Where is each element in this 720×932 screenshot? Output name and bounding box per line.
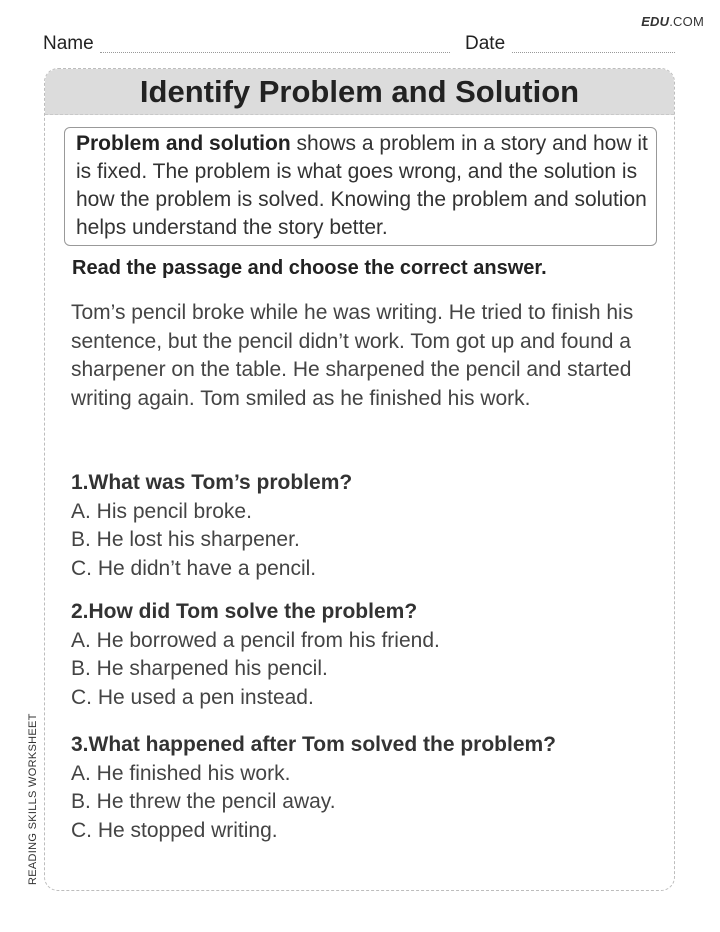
answer-option[interactable]: C. He used a pen instead.	[71, 685, 314, 709]
name-label: Name	[43, 33, 94, 54]
definition-text: shows a problem in a story and how it is fixed. The problem is what goes wrong, and the solution is how the problem is solved. Knowing the problem and solution helps understand the story better.	[76, 132, 648, 239]
question-text: 3.What happened after Tom solved the problem?	[71, 733, 556, 756]
question-2	[71, 598, 440, 712]
answer-option[interactable]: C. He didn’t have a pencil.	[71, 556, 317, 580]
name-line	[100, 52, 450, 53]
worksheet-card	[44, 68, 675, 891]
answer-option[interactable]: B. He sharpened his pencil.	[71, 657, 328, 680]
answer-option[interactable]: B. He lost his sharpener.	[71, 528, 300, 551]
date-label: Date	[465, 33, 506, 54]
answer-option[interactable]: C. He stopped writing.	[71, 818, 278, 842]
answer-option[interactable]: A. His pencil broke.	[71, 499, 252, 523]
date-line	[512, 52, 675, 53]
definition-box	[64, 127, 657, 246]
question-text: 1.What was Tom’s problem?	[71, 471, 353, 494]
brand-logo: EDU.COM	[641, 14, 704, 29]
passage: Tom’s pencil broke while he was writing. He tried to finish his sentence, but the pencil didn’t work. Tom got up and found a sharpener on the table. He sharpened the pencil and started writing again. Tom smiled as he finished his work.	[71, 301, 634, 410]
side-label: READING SKILLS WORKSHEET	[27, 713, 39, 885]
question-text: 2.How did Tom solve the problem?	[71, 600, 418, 623]
question-1	[71, 469, 352, 583]
instruction: Read the passage and choose the correct answer.	[72, 257, 547, 279]
definition-term: Problem and solution	[76, 132, 291, 155]
question-3	[71, 731, 556, 845]
answer-option[interactable]: A. He finished his work.	[71, 761, 291, 785]
answer-option[interactable]: A. He borrowed a pencil from his friend.	[71, 628, 440, 652]
answer-option[interactable]: B. He threw the pencil away.	[71, 790, 336, 813]
worksheet-title: Identify Problem and Solution	[45, 69, 674, 115]
